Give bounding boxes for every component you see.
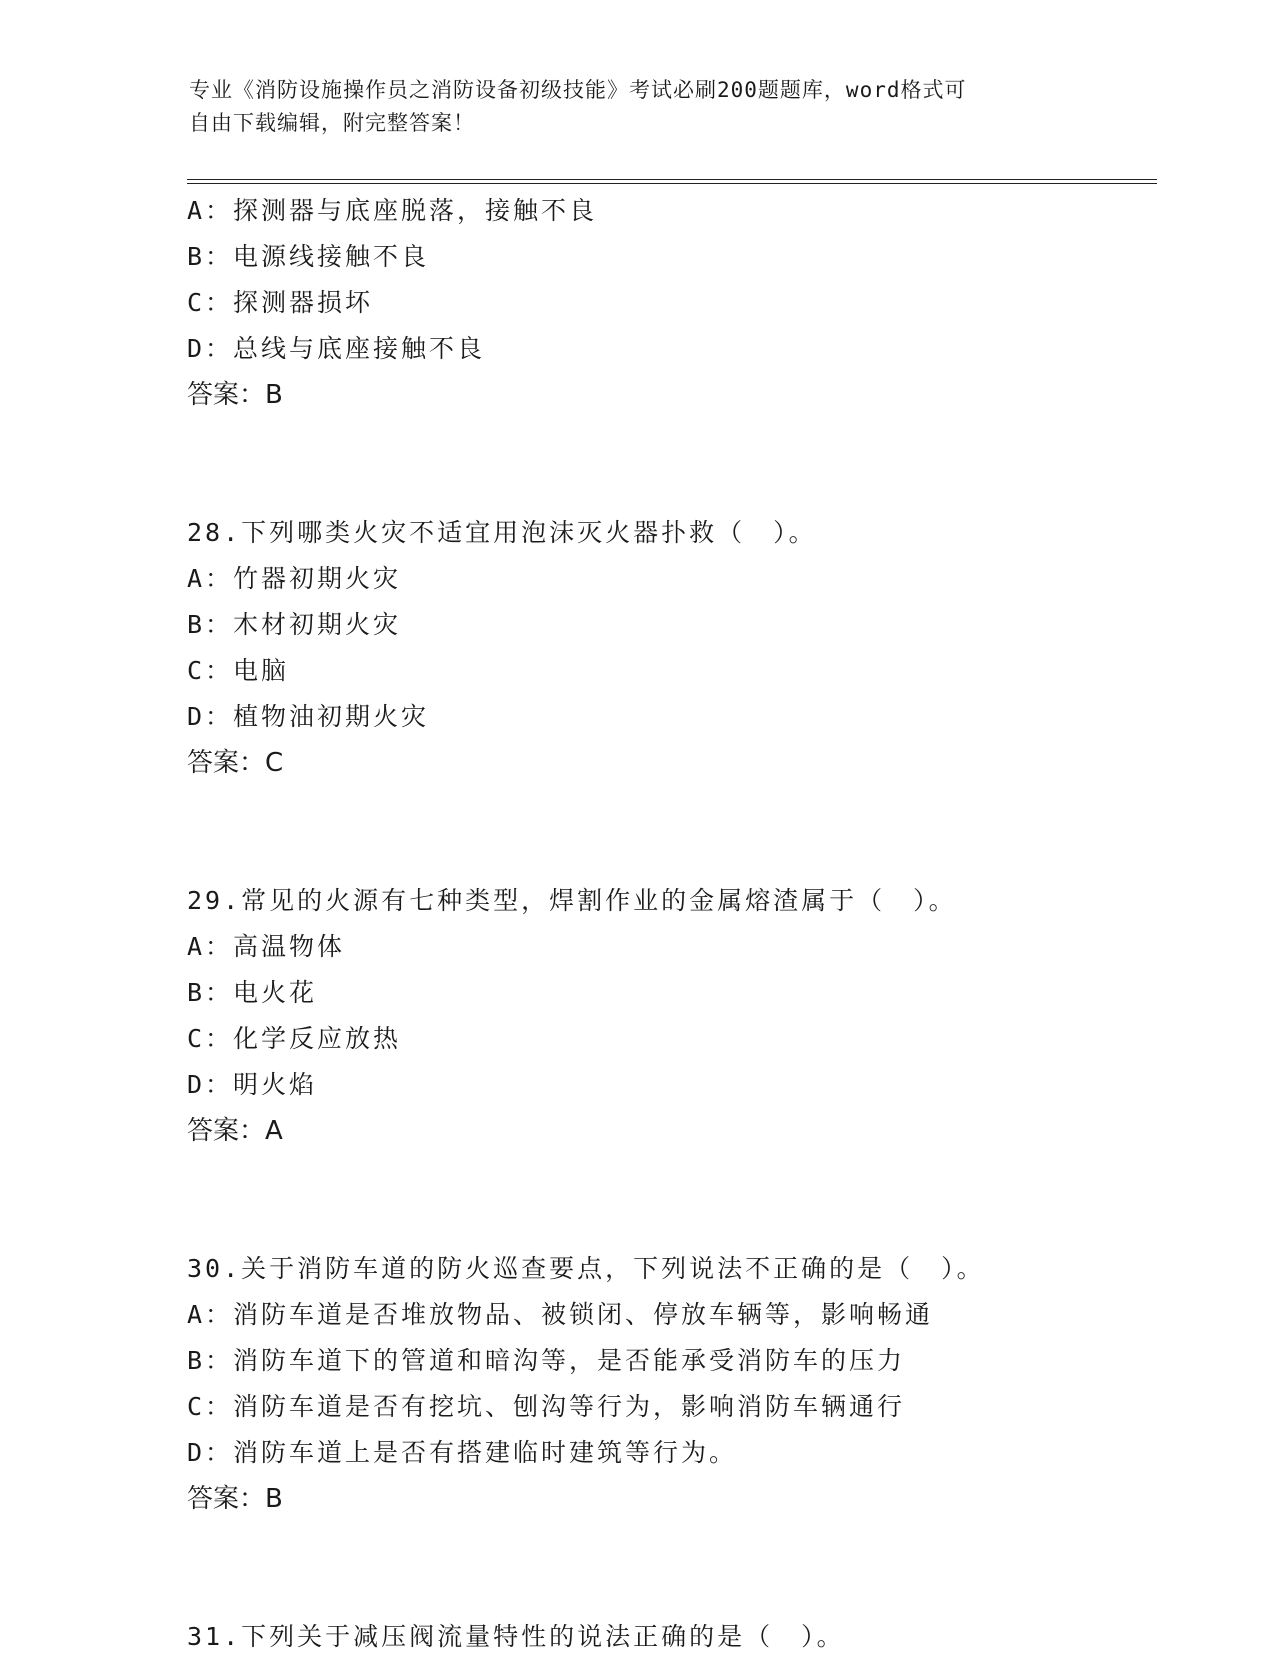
question-27-continuation bbox=[187, 188, 1167, 418]
header-line-2: 自由下载编辑，附完整答案！ bbox=[189, 111, 475, 135]
option-a: A：高温物体 bbox=[187, 932, 346, 961]
option-c: C：探测器损坏 bbox=[187, 288, 374, 317]
option-c: C：化学反应放热 bbox=[187, 1024, 402, 1053]
option-a: A：探测器与底座脱落，接触不良 bbox=[187, 196, 598, 225]
answer-line: 答案：B bbox=[187, 1484, 283, 1514]
question-list bbox=[187, 188, 1167, 1660]
answer-line: 答案：B bbox=[187, 380, 283, 410]
header-line-1: 专业《消防设施操作员之消防设备初级技能》考试必刷200题题库，word格式可 bbox=[189, 78, 967, 102]
header-divider bbox=[187, 179, 1157, 184]
option-d: D：植物油初期火灾 bbox=[187, 702, 430, 731]
answer-line: 答案：A bbox=[187, 1116, 283, 1146]
document-header bbox=[189, 74, 1089, 140]
question-31 bbox=[187, 1614, 1167, 1660]
question-29 bbox=[187, 878, 1167, 1154]
option-a: A：竹器初期火灾 bbox=[187, 564, 402, 593]
option-c: C：电脑 bbox=[187, 656, 290, 685]
answer-line: 答案：C bbox=[187, 748, 284, 778]
question-stem: 31.下列关于减压阀流量特性的说法正确的是（ ）。 bbox=[187, 1622, 845, 1651]
option-b: B：木材初期火灾 bbox=[187, 610, 402, 639]
question-stem: 30.关于消防车道的防火巡查要点，下列说法不正确的是（ ）。 bbox=[187, 1254, 985, 1283]
option-b: B：电火花 bbox=[187, 978, 318, 1007]
question-stem: 29.常见的火源有七种类型，焊割作业的金属熔渣属于（ ）。 bbox=[187, 886, 957, 915]
option-d: D：总线与底座接触不良 bbox=[187, 334, 486, 363]
question-stem: 28.下列哪类火灾不适宜用泡沫灭火器扑救（ ）。 bbox=[187, 518, 817, 547]
option-b: B：消防车道下的管道和暗沟等，是否能承受消防车的压力 bbox=[187, 1346, 906, 1375]
spacer bbox=[187, 1522, 1167, 1614]
option-b: B：电源线接触不良 bbox=[187, 242, 430, 271]
option-a: A：消防车道是否堆放物品、被锁闭、停放车辆等，影响畅通 bbox=[187, 1300, 934, 1329]
question-28 bbox=[187, 510, 1167, 786]
spacer bbox=[187, 1154, 1167, 1246]
spacer bbox=[187, 786, 1167, 878]
option-d: D：明火焰 bbox=[187, 1070, 318, 1099]
question-30 bbox=[187, 1246, 1167, 1522]
option-d: D：消防车道上是否有搭建临时建筑等行为。 bbox=[187, 1438, 738, 1467]
spacer bbox=[187, 418, 1167, 510]
option-c: C：消防车道是否有挖坑、刨沟等行为，影响消防车辆通行 bbox=[187, 1392, 906, 1421]
